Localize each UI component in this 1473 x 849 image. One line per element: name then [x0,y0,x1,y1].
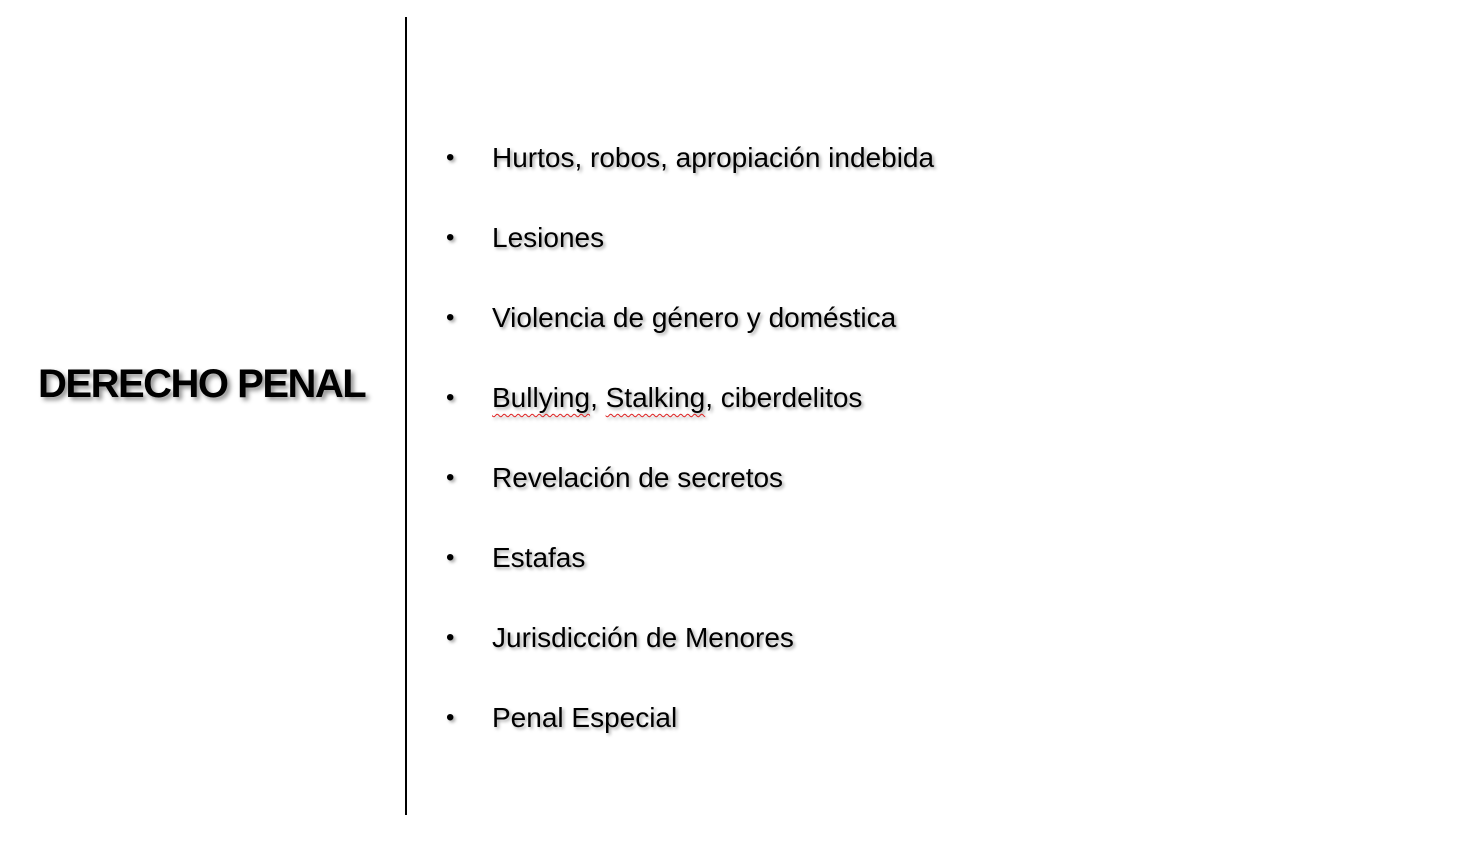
list-item-text: Penal Especial [492,702,678,733]
spellcheck-word: Stalking [605,382,706,413]
bullet-icon: • [446,464,455,491]
bullet-icon: • [446,544,455,571]
spellcheck-word: Bullying [492,382,591,413]
list-item-text: Hurtos, robos, apropiación indebida [492,142,935,173]
bullet-icon: • [446,384,455,411]
bullet-icon: • [446,224,455,251]
list-item-text: Revelación de secretos [492,462,784,493]
bullet-icon: • [446,304,455,331]
vertical-divider [405,17,407,815]
list-item-text: Lesiones [492,222,605,253]
slide-title: DERECHO PENAL [38,362,366,406]
list-item-text: Estafas [492,542,586,573]
list-item-text: Jurisdicción de Menores [492,622,794,653]
bullet-icon: • [446,624,455,651]
list-item-text-part: , ciberdelitos [705,382,863,413]
list-item-text [492,378,862,418]
bullet-icon: • [446,144,455,171]
bullet-icon: • [446,704,455,731]
list-item-text: Violencia de género y doméstica [492,302,897,333]
list-item-text-part: , [590,382,606,413]
